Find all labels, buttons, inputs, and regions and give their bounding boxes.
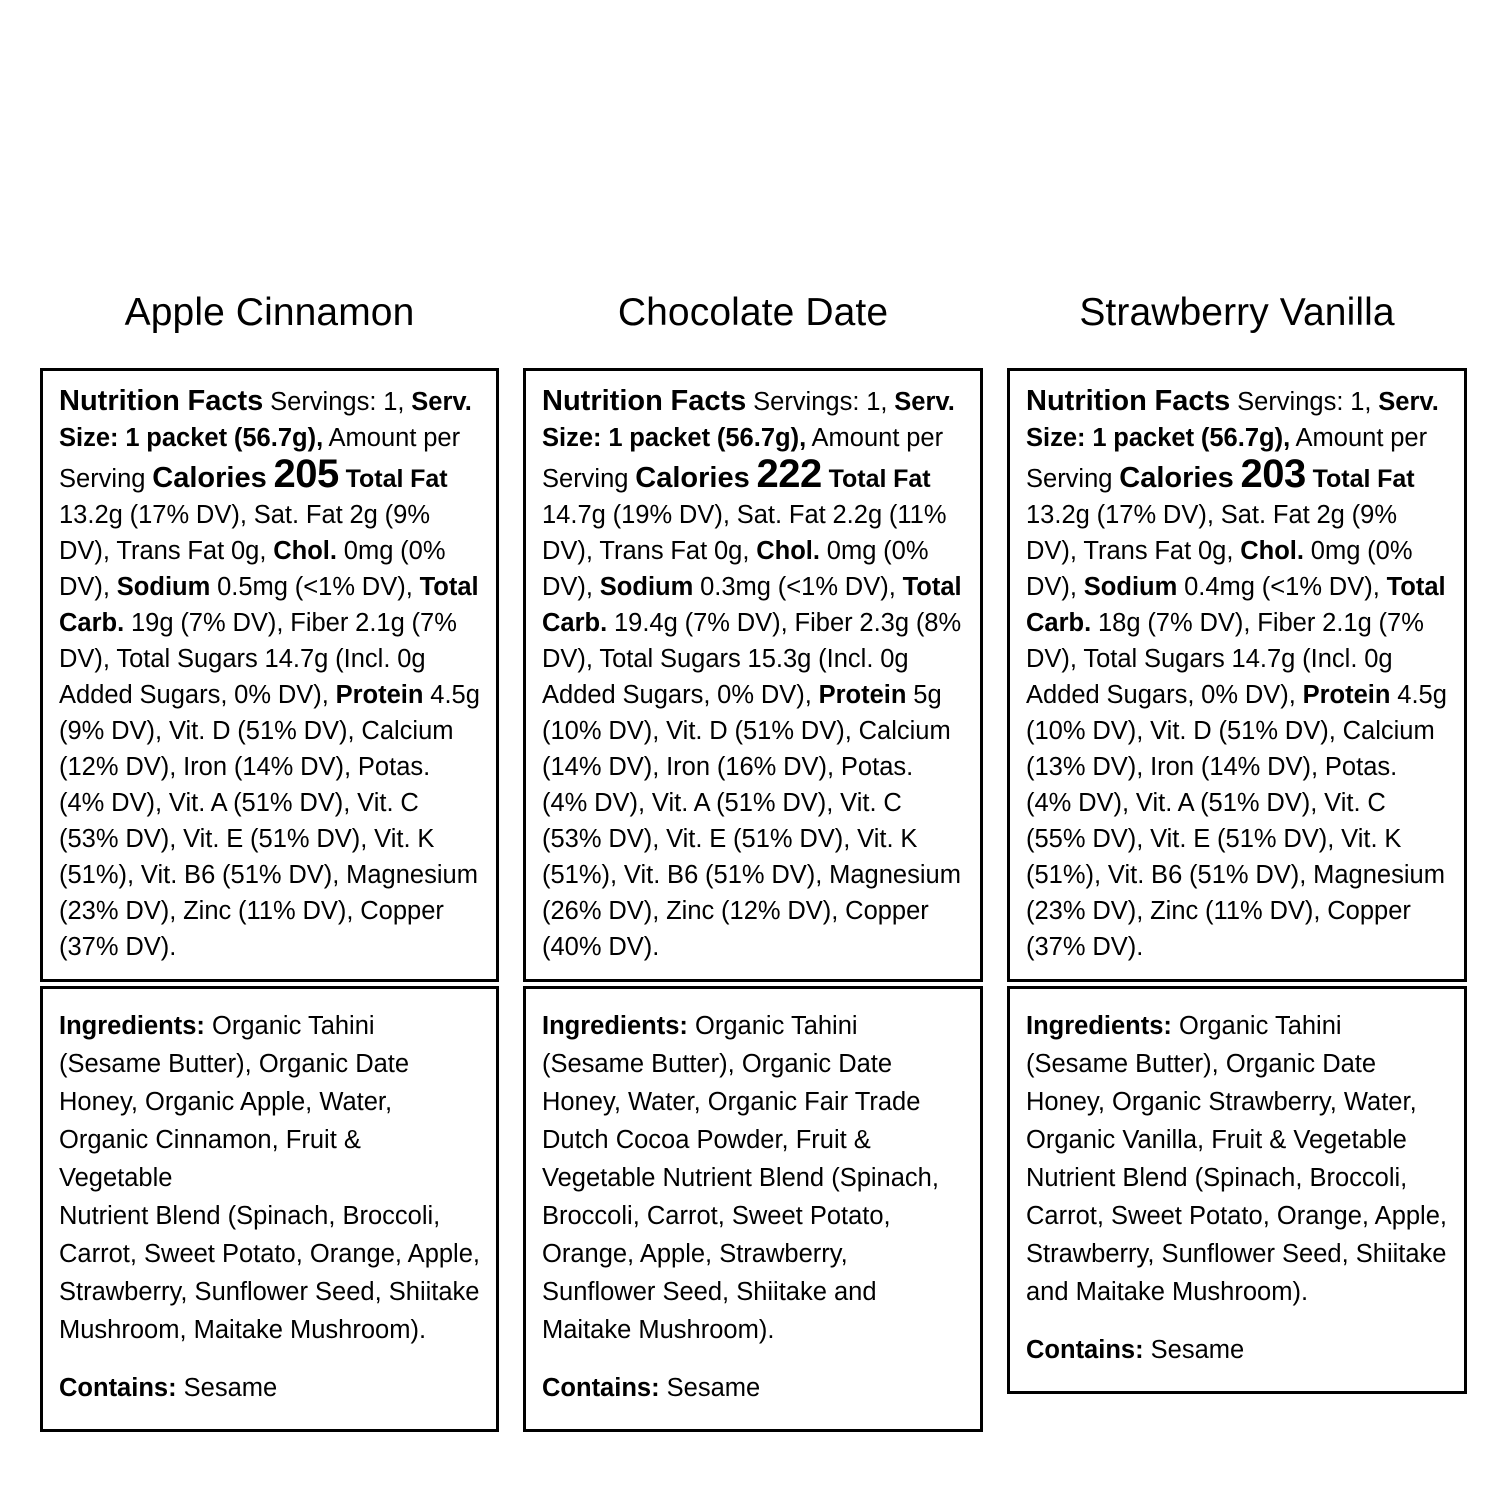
total-fat-label: Total Fat <box>345 465 448 493</box>
total-sugars: Total Sugars 15.3g (Incl. 0g Added Sugars, 0% DV), <box>542 645 909 709</box>
total-carb-value: 19g (7% DV), <box>130 609 284 637</box>
contains-label: Contains: <box>1026 1336 1144 1364</box>
total-sugars: Total Sugars 14.7g (Incl. 0g Added Sugars, 0% DV), <box>59 645 426 709</box>
flavor-title: Apple Cinnamon <box>124 291 415 334</box>
servings-value: 1, <box>383 388 405 416</box>
calories-value: 205 <box>273 452 339 496</box>
protein-label: Protein <box>335 681 424 709</box>
calories-label: Calories <box>152 462 267 494</box>
serving-size-value: 1 packet (56.7g), <box>1092 424 1291 452</box>
trans-fat: Trans Fat 0g, <box>116 537 267 565</box>
flavor-title: Chocolate Date <box>617 291 889 334</box>
nutrition-facts-box <box>1007 368 1467 982</box>
serving-size-value: 1 packet (56.7g), <box>608 424 807 452</box>
total-fat-label: Total Fat <box>828 465 931 493</box>
protein-label: Protein <box>1302 681 1391 709</box>
fiber: Fiber 2.1g (7% DV), <box>59 609 457 673</box>
trans-fat: Trans Fat 0g, <box>1083 537 1234 565</box>
contains-line <box>59 1369 480 1407</box>
nutrition-facts-heading: Nutrition Facts <box>59 385 264 417</box>
ingredients-text <box>59 1007 480 1349</box>
chol-value: 0mg (0% DV), <box>1026 537 1413 601</box>
flavor-panel-strawberry-vanilla <box>1007 290 1467 1394</box>
sat-fat: Sat. Fat 2g (9% DV), <box>1026 501 1397 565</box>
serving-size-label: Serv. Size: <box>59 388 472 452</box>
total-carb-label: Total Carb. <box>542 573 962 637</box>
protein-value: 5g (10% DV), <box>542 681 942 745</box>
calories-value: 222 <box>756 452 822 496</box>
total-fat-value: 14.7g (19% DV), <box>542 501 730 529</box>
chol-label: Chol. <box>1240 537 1304 565</box>
chol-label: Chol. <box>756 537 820 565</box>
servings-label: Servings: <box>1237 388 1344 416</box>
nutrition-facts-text <box>1026 383 1448 965</box>
servings-value: 1, <box>866 388 888 416</box>
sat-fat: Sat. Fat 2g (9% DV), <box>59 501 430 565</box>
protein-value: 4.5g (9% DV), <box>59 681 480 745</box>
nutrition-facts-heading: Nutrition Facts <box>542 385 747 417</box>
ingredients-line-1: Organic Tahini (Sesame Butter), Organic Date Honey, Organic Strawberry, Water, Organic Vanilla, Fruit & Vegetable Nutrient Blend (Spinach, Broccoli, Carrot, Sweet Potato, Orange, Apple, Strawberry, Sunflower Seed, Shiitake and Maitake Mushroom). <box>1026 1012 1447 1306</box>
total-sugars: Total Sugars 14.7g (Incl. 0g Added Sugars, 0% DV), <box>1026 645 1393 709</box>
ingredients-box <box>40 986 499 1432</box>
chol-label: Chol. <box>273 537 337 565</box>
ingredients-label: Ingredients: <box>59 1012 205 1040</box>
vitamins-minerals: Vit. D (51% DV), Calcium (12% DV), Iron (14% DV), Potas. (4% DV), Vit. A (51% DV), Vit. C (53% DV), Vit. E (51% DV), Vit. K (51%), Vit. B6 (51% DV), Magnesium (23% DV), Zinc (11% DV), Copper (37% DV). <box>59 717 478 961</box>
sodium-label: Sodium <box>116 573 211 601</box>
serving-size-label: Serv. Size: <box>542 388 955 452</box>
trans-fat: Trans Fat 0g, <box>599 537 750 565</box>
calories-label: Calories <box>1119 462 1234 494</box>
total-fat-value: 13.2g (17% DV), <box>59 501 247 529</box>
servings-label: Servings: <box>753 388 860 416</box>
flavor-title: Strawberry Vanilla <box>1079 291 1395 334</box>
ingredients-label: Ingredients: <box>542 1012 688 1040</box>
chol-value: 0mg (0% DV), <box>59 537 446 601</box>
flavor-panel-chocolate-date <box>523 290 983 1432</box>
serving-size-label: Serv. Size: <box>1026 388 1439 452</box>
total-carb-value: 18g (7% DV), <box>1097 609 1251 637</box>
ingredients-box <box>1007 986 1467 1394</box>
calories-label: Calories <box>635 462 750 494</box>
fiber: Fiber 2.1g (7% DV), <box>1026 609 1424 673</box>
chol-value: 0mg (0% DV), <box>542 537 929 601</box>
total-carb-value: 19.4g (7% DV), <box>613 609 788 637</box>
contains-line <box>1026 1331 1448 1369</box>
contains-line <box>542 1369 964 1407</box>
ingredients-line-2: Nutrient Blend (Spinach, Broccoli, Carrot, Sweet Potato, Orange, Apple, Strawberry, Sunflower Seed, Shiitake Mushroom, Maitake Mushroom). <box>59 1202 480 1344</box>
flavor-columns <box>40 290 1467 1432</box>
sodium-label: Sodium <box>1083 573 1178 601</box>
nutrition-facts-text <box>59 383 480 965</box>
sat-fat: Sat. Fat 2.2g (11% DV), <box>542 501 947 565</box>
protein-label: Protein <box>818 681 907 709</box>
ingredients-label: Ingredients: <box>1026 1012 1172 1040</box>
servings-value: 1, <box>1350 388 1372 416</box>
contains-value: Sesame <box>1150 1336 1245 1364</box>
sodium-value: 0.3mg (<1% DV), <box>700 573 896 601</box>
calories-value: 203 <box>1240 452 1306 496</box>
vitamins-minerals: Vit. D (51% DV), Calcium (14% DV), Iron (16% DV), Potas. (4% DV), Vit. A (51% DV), Vit. C (53% DV), Vit. E (51% DV), Vit. K (51%), Vit. B6 (51% DV), Magnesium (26% DV), Zinc (12% DV), Copper (40% DV). <box>542 717 961 961</box>
ingredients-box <box>523 986 983 1432</box>
nutrition-facts-heading: Nutrition Facts <box>1026 385 1231 417</box>
flavor-panel-apple-cinnamon <box>40 290 499 1432</box>
total-fat-label: Total Fat <box>1312 465 1415 493</box>
vitamins-minerals: Vit. D (51% DV), Calcium (13% DV), Iron (14% DV), Potas. (4% DV), Vit. A (51% DV), Vit. C (55% DV), Vit. E (51% DV), Vit. K (51%), Vit. B6 (51% DV), Magnesium (23% DV), Zinc (11% DV), Copper (37% DV). <box>1026 717 1445 961</box>
total-fat-value: 13.2g (17% DV), <box>1026 501 1214 529</box>
ingredients-text <box>1026 1007 1448 1311</box>
serving-size-value: 1 packet (56.7g), <box>125 424 324 452</box>
contains-value: Sesame <box>183 1374 278 1402</box>
sodium-value: 0.4mg (<1% DV), <box>1184 573 1380 601</box>
sodium-value: 0.5mg (<1% DV), <box>217 573 413 601</box>
fiber: Fiber 2.3g (8% DV), <box>542 609 962 673</box>
ingredients-line-1: Organic Tahini (Sesame Butter), Organic Date Honey, Organic Apple, Water, Organic Cinnamon, Fruit & Vegetable <box>59 1012 410 1192</box>
contains-label: Contains: <box>59 1374 177 1402</box>
contains-label: Contains: <box>542 1374 660 1402</box>
amount-per-serving-label: Amount per Serving <box>542 424 944 493</box>
contains-value: Sesame <box>666 1374 761 1402</box>
ingredients-line-1: Organic Tahini (Sesame Butter), Organic Date Honey, Water, Organic Fair Trade Dutch Cocoa Powder, Fruit & Vegetable Nutrient Blend (Spinach, Broccoli, Carrot, Sweet Potato, Orange, Apple, Strawberry, Sunflower Seed, Shiitake and Maitake Mushroom). <box>542 1012 939 1344</box>
sodium-label: Sodium <box>599 573 694 601</box>
nutrition-facts-box <box>40 368 499 982</box>
total-carb-label: Total Carb. <box>1026 573 1446 637</box>
servings-label: Servings: <box>270 388 377 416</box>
amount-per-serving-label: Amount per Serving <box>1026 424 1428 493</box>
protein-value: 4.5g (10% DV), <box>1026 681 1447 745</box>
amount-per-serving-label: Amount per Serving <box>59 424 461 493</box>
ingredients-text <box>542 1007 964 1349</box>
nutrition-facts-box <box>523 368 983 982</box>
nutrition-facts-text <box>542 383 964 965</box>
total-carb-label: Total Carb. <box>59 573 479 637</box>
